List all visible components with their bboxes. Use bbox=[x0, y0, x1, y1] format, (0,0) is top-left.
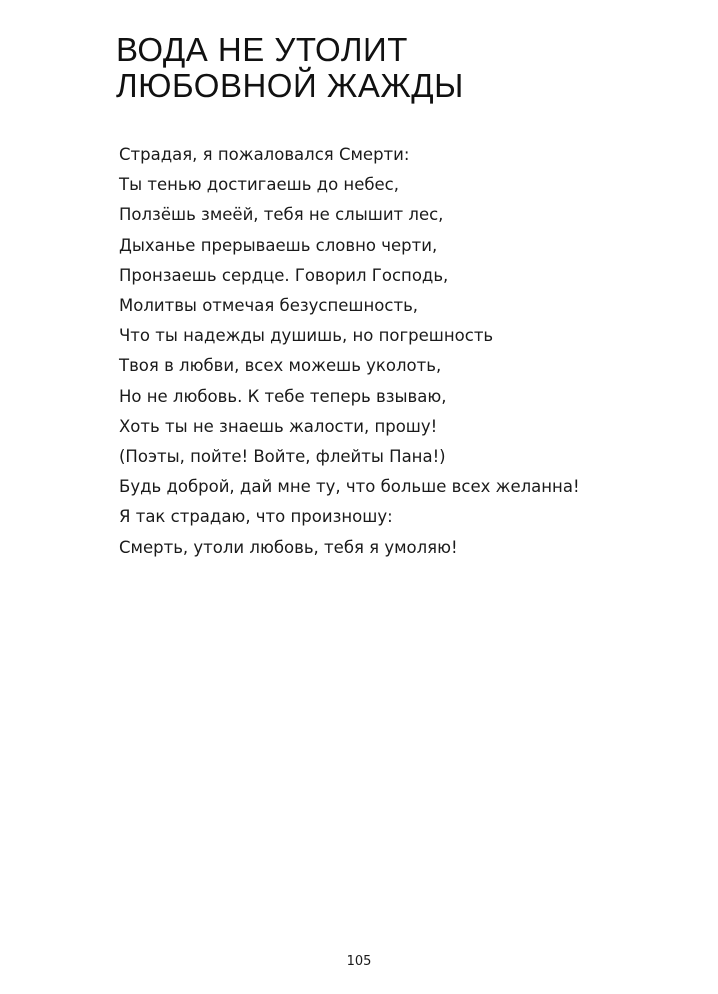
poem-line: Пронзаешь сердце. Говорил Господь, bbox=[119, 265, 449, 285]
poem-line: Твоя в любви, всех можешь уколоть, bbox=[119, 356, 442, 376]
poem-line: Ползёшь змеёй, тебя не слышит лес, bbox=[119, 205, 444, 225]
poem-title bbox=[116, 32, 464, 104]
poem-line: Ты тенью достигаешь до небес, bbox=[119, 175, 400, 195]
poem-line: Дыханье прерываешь словно черти, bbox=[119, 235, 438, 255]
poem-line: (Поэты, пойте! Войте, флейты Пана!) bbox=[119, 447, 446, 467]
poem-line: Я так страдаю, что произношу: bbox=[119, 507, 393, 527]
poem-line: Но не любовь. К тебе теперь взываю, bbox=[119, 386, 447, 406]
poem-line: Смерть, утоли любовь, тебя я умоляю! bbox=[119, 537, 458, 557]
poem-line: Что ты надежды душишь, но погрешность bbox=[119, 326, 494, 346]
page-number: 105 bbox=[346, 954, 372, 969]
poem-line: Молитвы отмечая безуспешность, bbox=[119, 296, 419, 316]
poem-body bbox=[119, 140, 580, 563]
poem-title-line-2: ЛЮБОВНОЙ ЖАЖДЫ bbox=[116, 67, 464, 104]
poem-line: Хоть ты не знаешь жалости, прошу! bbox=[119, 416, 438, 436]
poem-line: Будь доброй, дай мне ту, что больше всех желанна! bbox=[119, 477, 580, 497]
poem-line: Страдая, я пожаловался Смерти: bbox=[119, 145, 410, 164]
poem-title-line-1: ВОДА НЕ УТОЛИТ bbox=[116, 31, 408, 68]
